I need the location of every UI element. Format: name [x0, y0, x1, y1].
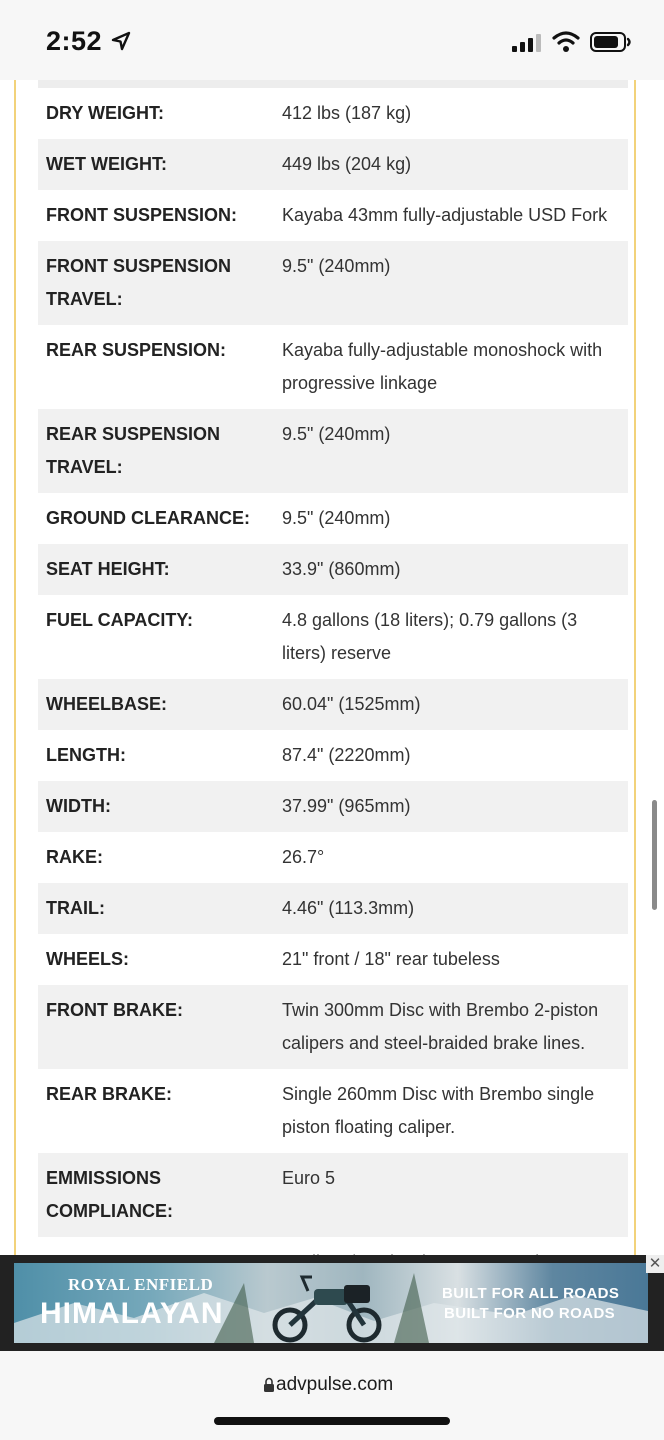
- spec-value: 87.4" (2220mm): [282, 745, 411, 765]
- spec-label: FRONT BRAKE:: [46, 1000, 183, 1020]
- spec-label: SEAT HEIGHT:: [46, 559, 170, 579]
- spec-value: 412 lbs (187 kg): [282, 103, 412, 123]
- spec-row: [38, 1153, 628, 1237]
- table-top-edge: [38, 80, 628, 88]
- spec-value: Euro 5: [282, 1168, 336, 1188]
- spec-value: Twin 300mm Disc with Brembo 2-piston calipers and steel-braided brake lines.: [282, 1000, 599, 1053]
- spec-row: [38, 985, 628, 1069]
- spec-value: 21" front / 18" rear tubeless: [282, 949, 500, 969]
- spec-label: LENGTH:: [46, 745, 126, 765]
- spec-label: RAKE:: [46, 847, 103, 867]
- spec-row: [38, 730, 628, 781]
- spec-row: [38, 595, 628, 679]
- spec-label: FRONT SUSPENSION:: [46, 205, 238, 225]
- spec-label: DRY WEIGHT:: [46, 103, 165, 123]
- spec-label: WHEELBASE:: [46, 694, 167, 714]
- ad-close-button[interactable]: ✕: [646, 1255, 664, 1273]
- spec-label: TRAIL:: [46, 898, 105, 918]
- ad-tagline: BUILT FOR ALL ROADS: [442, 1285, 620, 1302]
- border-right: [634, 80, 636, 1255]
- spec-label: WET WEIGHT:: [46, 154, 167, 174]
- motorcycle-icon: [268, 1271, 388, 1343]
- location-arrow-icon: [110, 30, 132, 52]
- ad-model-name: HIMALAYAN: [40, 1297, 224, 1330]
- spec-value: Single 260mm Disc with Brembo single piston floating caliper.: [282, 1084, 595, 1137]
- spec-label: FUEL CAPACITY:: [46, 610, 193, 630]
- browser-address-bar[interactable]: [0, 1351, 664, 1440]
- spec-label: GROUND CLEARANCE:: [46, 508, 250, 528]
- spec-label: FRONT SUSPENSION TRAVEL:: [46, 256, 232, 309]
- spec-row: [38, 409, 628, 493]
- article-content[interactable]: [0, 80, 664, 1255]
- spec-value: 449 lbs (204 kg): [282, 154, 412, 174]
- ad-banner[interactable]: [14, 1263, 648, 1343]
- spec-row: [38, 781, 628, 832]
- spec-label: WHEELS:: [46, 949, 129, 969]
- scrollbar-thumb[interactable]: [652, 800, 657, 910]
- spec-row: [38, 88, 628, 139]
- spec-row: [38, 679, 628, 730]
- spec-value: Kayaba 43mm fully-adjustable USD Fork: [282, 205, 608, 225]
- status-time: 2:52: [46, 26, 103, 56]
- spec-value: 9.5" (240mm): [282, 424, 391, 444]
- spec-row: [38, 139, 628, 190]
- spec-row: [38, 190, 628, 241]
- ad-brand-name: ROYAL ENFIELD: [68, 1275, 214, 1294]
- spec-label: REAR BRAKE:: [46, 1084, 172, 1104]
- border-left: [14, 80, 16, 1255]
- battery-icon: [590, 31, 632, 53]
- spec-label: WIDTH:: [46, 796, 111, 816]
- spec-label: EMMISSIONS COMPLIANCE:: [46, 1168, 173, 1221]
- spec-row: [38, 1069, 628, 1153]
- lock-icon: [263, 1377, 275, 1393]
- spec-value: 4.46" (113.3mm): [282, 898, 415, 918]
- spec-row: [38, 241, 628, 325]
- spec-row: [38, 544, 628, 595]
- spec-table: [38, 88, 628, 1288]
- spec-value: Kayaba fully-adjustable monoshock with progressive linkage: [282, 340, 603, 393]
- spec-row: [38, 883, 628, 934]
- spec-label: REAR SUSPENSION TRAVEL:: [46, 424, 221, 477]
- spec-value: 9.5" (240mm): [282, 508, 391, 528]
- spec-row: [38, 325, 628, 409]
- spec-value: 60.04" (1525mm): [282, 694, 421, 714]
- ad-tagline: BUILT FOR NO ROADS: [444, 1305, 616, 1322]
- home-indicator[interactable]: [214, 1417, 450, 1425]
- spec-value: 4.8 gallons (18 liters); 0.79 gallons (3 liters) reserve: [282, 610, 578, 663]
- ad-container: [0, 1255, 664, 1351]
- spec-row: [38, 832, 628, 883]
- spec-label: REAR SUSPENSION:: [46, 340, 227, 360]
- wifi-icon: [552, 29, 580, 53]
- status-bar: [0, 0, 664, 80]
- spec-row: [38, 934, 628, 985]
- spec-value: 37.99" (965mm): [282, 796, 411, 816]
- spec-value: 33.9" (860mm): [282, 559, 401, 579]
- spec-value: 9.5" (240mm): [282, 256, 391, 276]
- spec-row: [38, 493, 628, 544]
- spec-value: 26.7°: [282, 847, 325, 867]
- url-text[interactable]: advpulse.com: [276, 1374, 394, 1395]
- cellular-signal-icon: [512, 33, 544, 53]
